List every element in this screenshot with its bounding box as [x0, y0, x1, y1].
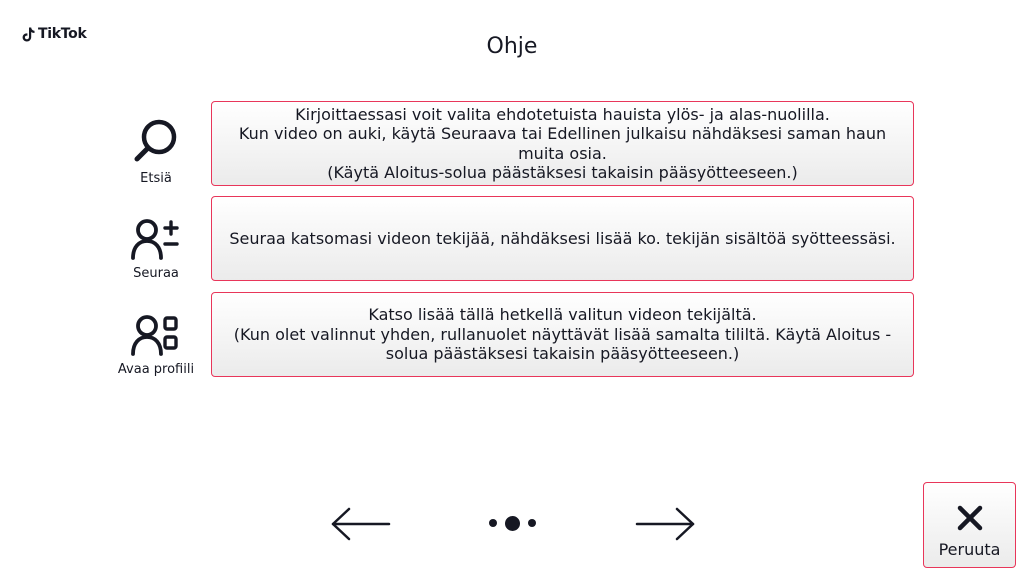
description-line: (Kun olet valinnut yhden, rullanuolet näyttävät lisää samalta tililtä. Käytä Aloitus -solua päästäksesi takaisin pääsyötteeseen.)	[233, 324, 892, 364]
arrow-left-icon	[329, 506, 391, 542]
help-item-label: Avaa profiili	[117, 362, 195, 377]
follow-user-icon	[130, 218, 182, 260]
help-item-open-profile	[112, 292, 916, 379]
next-page-button[interactable]	[632, 500, 700, 548]
help-item-label: Etsiä	[140, 171, 172, 186]
page-dot-active[interactable]	[505, 516, 520, 531]
help-item-icon-column	[112, 292, 200, 379]
description-line: Kirjoittaessasi voit valita ehdotetuista hauista ylös- ja alas-nuolilla.	[295, 104, 830, 124]
help-item-description	[211, 196, 914, 281]
page-title: Ohje	[486, 34, 538, 59]
description-line: Kun video on auki, käytä Seuraava tai Edellinen julkaisu nähdäksesi saman haun muita osia.	[238, 124, 887, 163]
help-item-follow	[112, 196, 916, 283]
help-item-description	[211, 101, 914, 186]
cancel-label: Peruuta	[938, 540, 1001, 559]
cancel-button[interactable]	[923, 482, 1016, 568]
help-item-description	[211, 292, 914, 377]
description-line: Katso lisää tällä hetkellä valitun videon tekijältä.	[368, 305, 757, 325]
help-item-label: Seuraa	[133, 266, 179, 281]
page-indicator	[482, 513, 542, 533]
close-icon	[956, 504, 984, 532]
page-dot[interactable]	[489, 519, 497, 527]
description-line: (Käytä Aloitus-solua päästäksesi takaisin pääsyötteeseen.)	[327, 163, 798, 182]
help-item-icon-column	[112, 101, 200, 188]
description-line: Seuraa katsomasi videon tekijää, nähdäksesi lisää ko. tekijän sisältöä syötteessäsi.	[229, 228, 896, 248]
previous-page-button[interactable]	[326, 500, 394, 548]
help-item-search	[112, 101, 916, 188]
page-dot[interactable]	[528, 519, 536, 527]
arrow-right-icon	[635, 506, 697, 542]
profile-icon	[130, 314, 182, 356]
search-icon	[132, 117, 180, 165]
help-item-icon-column	[112, 196, 200, 283]
logo-text: TikTok	[38, 26, 87, 42]
